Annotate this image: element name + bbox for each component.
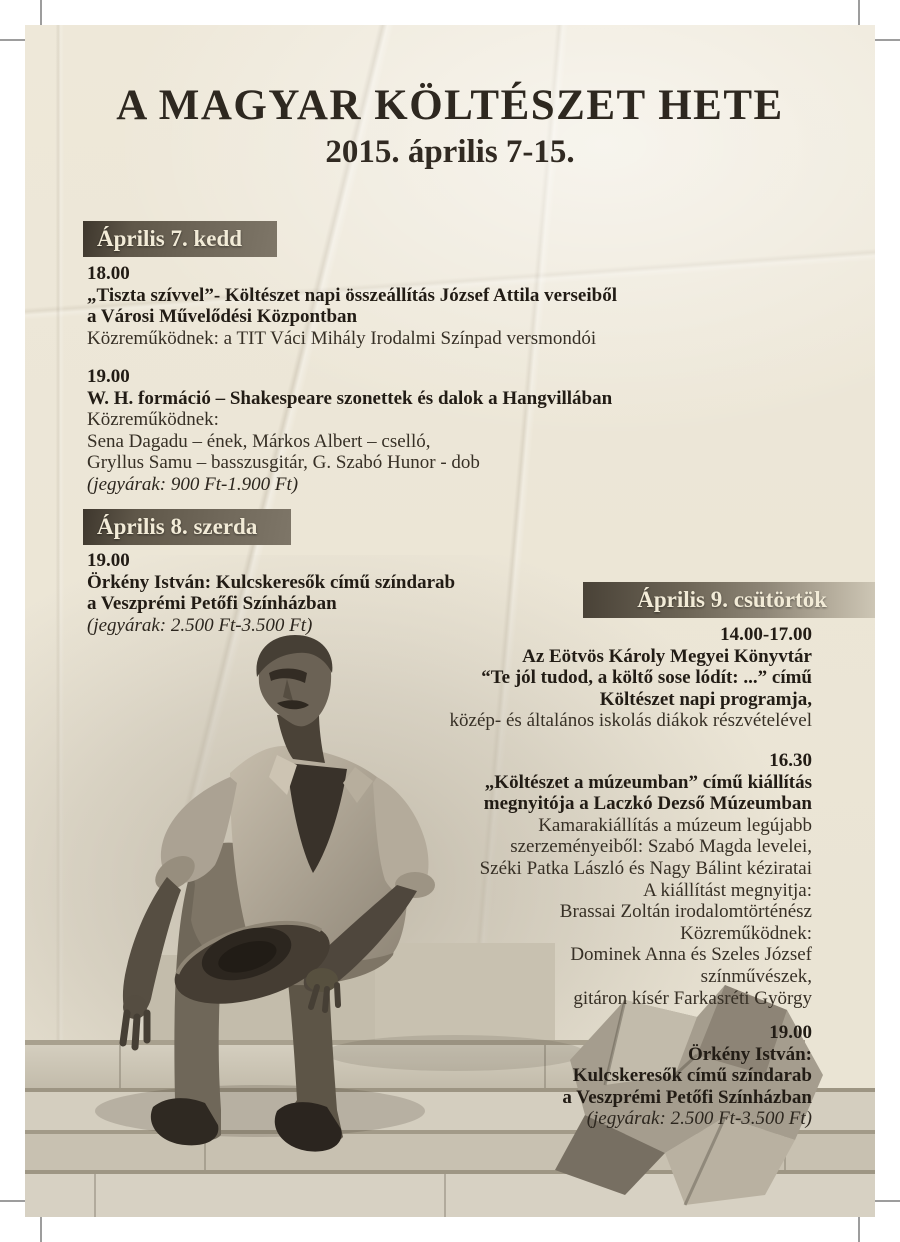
event-block-thu-1900 bbox=[562, 1022, 812, 1130]
event-detail-line: Brassai Zoltán irodalomtörténész bbox=[559, 901, 812, 923]
section-header-label: Április 9. csütörtök bbox=[637, 587, 827, 612]
event-block-thu-1400 bbox=[450, 624, 812, 732]
crop-mark-top-left-h bbox=[0, 39, 28, 41]
event-detail-line: A kiállítást megnyitja: bbox=[643, 879, 812, 901]
event-time: 18.00 bbox=[87, 263, 130, 284]
event-detail-line: szerzeményeiből: Szabó Magda levelei, bbox=[510, 836, 812, 858]
event-title-line: a Veszprémi Petőfi Színházban bbox=[562, 1086, 812, 1108]
step-shadow-2 bbox=[325, 1035, 585, 1071]
ticket-price-line: (jegyárak: 2.500 Ft-3.500 Ft) bbox=[87, 614, 313, 636]
event-title-line: Az Eötvös Károly Megyei Könyvtár bbox=[522, 645, 812, 667]
event-time: 19.00 bbox=[769, 1022, 812, 1043]
section-header-label: Április 7. kedd bbox=[97, 226, 243, 251]
event-title-line: „Tiszta szívvel”- Költészet napi összeállítás József Attila verseiből bbox=[87, 284, 617, 306]
event-block-tue-1800 bbox=[87, 263, 617, 349]
event-block-tue-1900 bbox=[87, 366, 612, 496]
crop-mark-top-right-v bbox=[858, 0, 860, 28]
section-header-label: Április 8. szerda bbox=[97, 514, 258, 539]
page-title: A MAGYAR KÖLTÉSZET HETE bbox=[116, 82, 784, 129]
event-detail-line: Széki Patka László és Nagy Bálint kéziratai bbox=[479, 857, 812, 879]
event-title-line: Örkény István: bbox=[687, 1043, 812, 1065]
section-header-april-7 bbox=[83, 221, 277, 257]
event-detail-line: közép- és általános iskolás diákok részvételével bbox=[449, 710, 812, 732]
event-detail-line: Közreműködnek: bbox=[680, 922, 812, 944]
event-detail-line: Kamarakiállítás a múzeum legújabb bbox=[538, 814, 812, 836]
event-detail-line: Gryllus Samu – basszusgitár, G. Szabó Hunor - dob bbox=[87, 452, 480, 474]
event-time: 19.00 bbox=[87, 366, 130, 387]
crop-mark-bottom-left-v bbox=[40, 1214, 42, 1242]
event-block-thu-1630 bbox=[480, 750, 812, 1009]
crop-mark-top-right-h bbox=[872, 39, 900, 41]
event-title-line: „Költészet a múzeumban” című kiállítás bbox=[484, 771, 812, 793]
hand-on-hat bbox=[306, 968, 338, 992]
event-title-line: Örkény István: Kulcskeresők című színdarab bbox=[87, 571, 456, 593]
event-detail-line: színművészek, bbox=[700, 965, 812, 987]
crop-mark-bottom-left-h bbox=[0, 1200, 28, 1202]
event-time: 19.00 bbox=[87, 550, 130, 571]
crop-mark-bottom-right-h bbox=[872, 1200, 900, 1202]
event-title-line: W. H. formáció – Shakespeare szonettek és dalok a Hangvillában bbox=[87, 387, 613, 409]
event-title-line: Kulcskeresők című színdarab bbox=[572, 1065, 812, 1087]
event-title-line: megnyitója a Laczkó Dezső Múzeumban bbox=[483, 793, 812, 815]
event-detail-line: gitáron kísér Farkasréti György bbox=[573, 987, 812, 1009]
crop-mark-top-left-v bbox=[40, 0, 42, 28]
event-time: 14.00-17.00 bbox=[720, 624, 812, 645]
crop-mark-bottom-right-v bbox=[858, 1214, 860, 1242]
ticket-price-line: (jegyárak: 900 Ft-1.900 Ft) bbox=[87, 473, 299, 495]
event-title-line: a Városi Művelődési Központban bbox=[87, 306, 358, 328]
event-block-wed-1900 bbox=[87, 550, 455, 636]
event-detail-line: Közreműködnek: bbox=[87, 409, 219, 431]
event-detail-line: Sena Dagadu – ének, Márkos Albert – cselló, bbox=[87, 430, 431, 452]
section-header-april-9 bbox=[583, 582, 875, 618]
event-title-line: Költészet napi programja, bbox=[599, 688, 812, 710]
event-detail-line: Dominek Anna és Szeles József bbox=[570, 944, 812, 966]
event-detail-line: Közreműködnek: a TIT Váci Mihály Irodalmi Színpad versmondói bbox=[87, 327, 597, 349]
section-header-april-8 bbox=[83, 509, 291, 545]
event-title-line: a Veszprémi Petőfi Színházban bbox=[87, 593, 337, 615]
step-shadow bbox=[95, 1085, 425, 1137]
poster-page bbox=[25, 25, 875, 1217]
page-subtitle: 2015. április 7-15. bbox=[325, 134, 575, 170]
ticket-price-line: (jegyárak: 2.500 Ft-3.500 Ft) bbox=[586, 1108, 812, 1130]
event-time: 16.30 bbox=[769, 750, 812, 771]
event-title-line: “Te jól tudod, a költő sose lódít: ...” című bbox=[481, 667, 812, 689]
